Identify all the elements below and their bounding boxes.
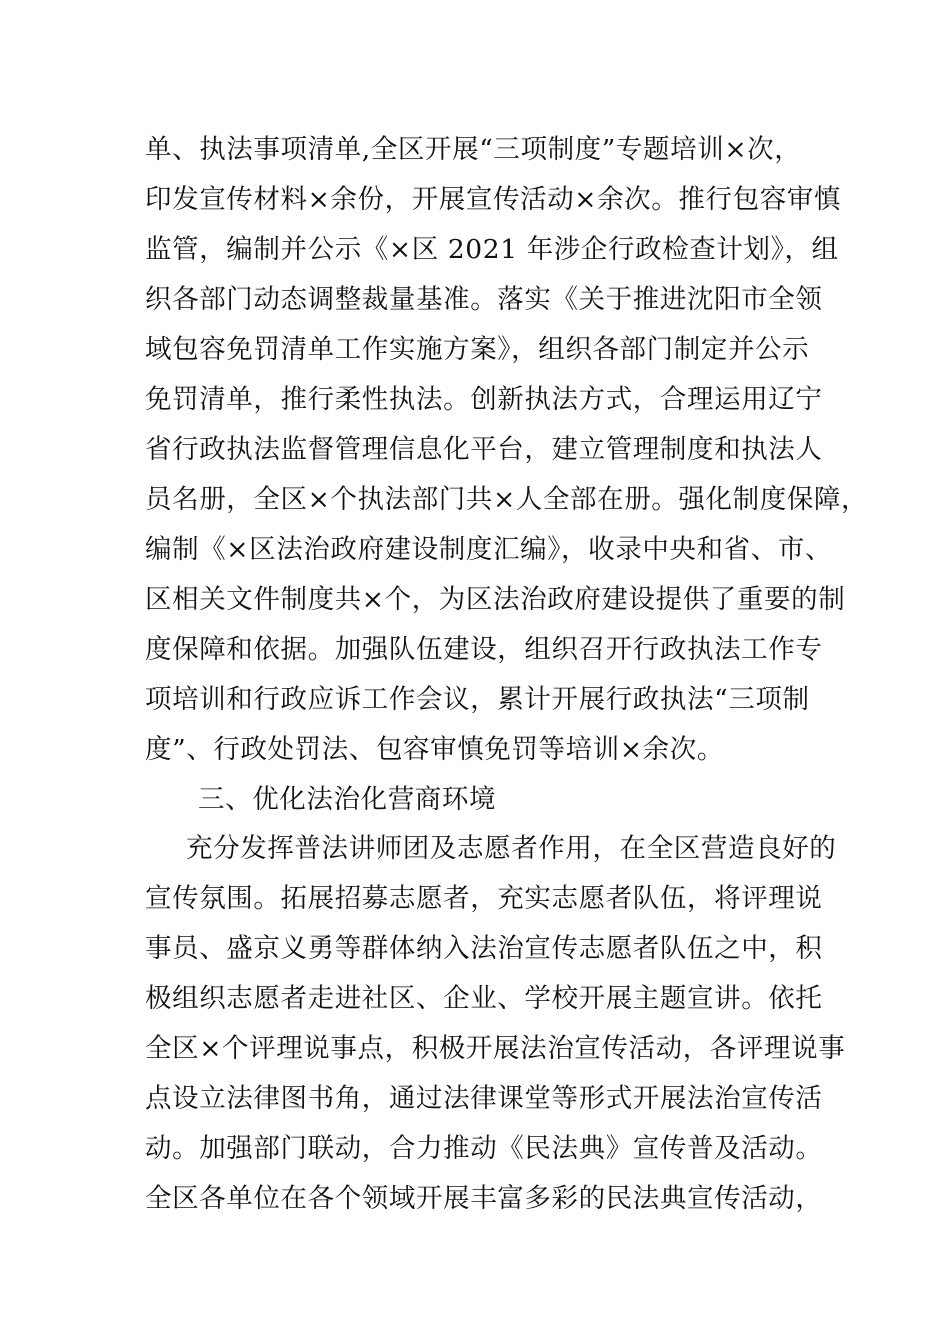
paragraph-1-line: 监管，编制并公示《×区 2021 年涉企行政检查计划》，组: [145, 234, 839, 265]
paragraph-2-line: 极组织志愿者走进社区、企业、学校开展主题宣讲。依托: [145, 983, 823, 1014]
paragraph-1-line: 度”、行政处罚法、包容审慎免罚等培训×余次。: [145, 734, 724, 765]
paragraph-1-line: 区相关文件制度共×个，为区法治政府建设提供了重要的制: [145, 584, 846, 615]
paragraph-1-line: 印发宣传材料×余份，开展宣传活动×余次。推行包容审慎: [145, 184, 842, 215]
paragraph-1-line: 单、执法事项清单,全区开展“三项制度”专题培训×次，: [145, 134, 802, 165]
paragraph-1-line: 度保障和依据。加强队伍建设，组织召开行政执法工作专: [145, 634, 823, 665]
paragraph-2-line: 点设立法律图书角，通过法律课堂等形式开展法治宣传活: [145, 1083, 823, 1114]
paragraph-1-line: 域包容免罚清单工作实施方案》，组织各部门制定并公示: [145, 334, 810, 365]
paragraph-1-line: 员名册，全区×个执法部门共×人全部在册。强化制度保障，: [145, 484, 869, 515]
paragraph-2-line: 事员、盛京义勇等群体纳入法治宣传志愿者队伍之中，积: [145, 933, 823, 964]
paragraph-1-line: 免罚清单，推行柔性执法。创新执法方式，合理运用辽宁: [145, 384, 823, 415]
paragraph-1-line: 项培训和行政应诉工作会议，累计开展行政执法“三项制: [145, 684, 810, 715]
paragraph-2-line: 宣传氛围。拓展招募志愿者，充实志愿者队伍，将评理说: [145, 883, 823, 914]
paragraph-2-line: 全区各单位在各个领域开展丰富多彩的民法典宣传活动，: [145, 1183, 823, 1214]
section-heading: 三、优化法治化营商环境: [198, 784, 497, 815]
paragraph-1-line: 省行政执法监督管理信息化平台，建立管理制度和执法人: [145, 434, 823, 465]
paragraph-1-line: 编制《×区法治政府建设制度汇编》，收录中央和省、市、: [145, 534, 833, 565]
paragraph-2-line: 全区×个评理说事点，积极开展法治宣传活动，各评理说事: [145, 1033, 846, 1064]
paragraph-2-line: 动。加强部门联动，合力推动《民法典》宣传普及活动。: [145, 1133, 823, 1164]
paragraph-1-line: 织各部门动态调整裁量基准。落实《关于推进沈阳市全领: [145, 284, 823, 315]
paragraph-2-line: 充分发挥普法讲师团及志愿者作用，在全区营造良好的: [186, 833, 837, 864]
